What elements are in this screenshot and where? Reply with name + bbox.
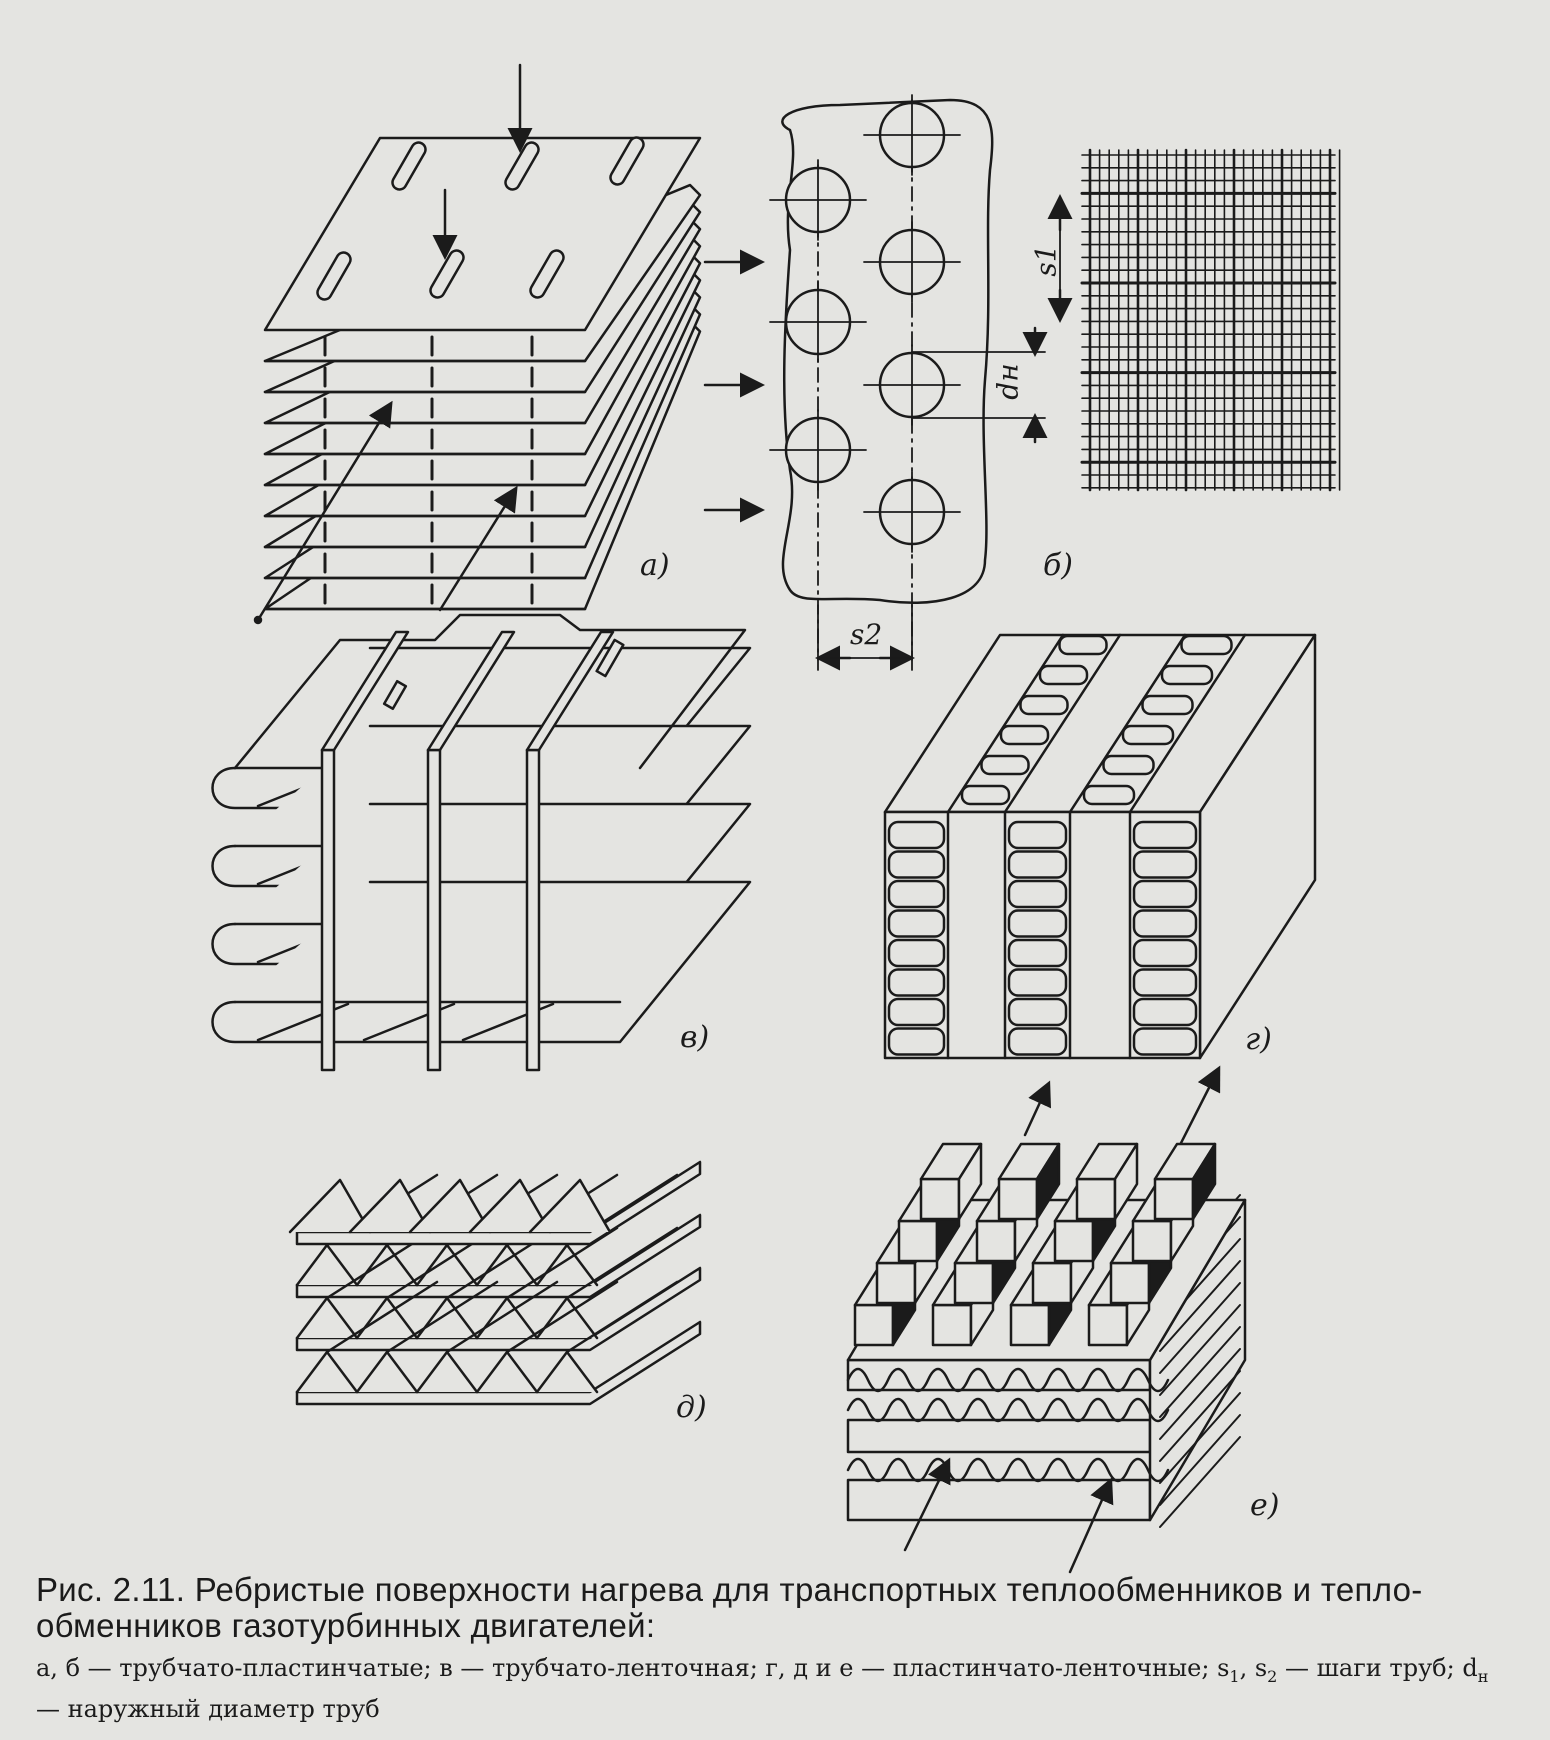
triangle-fin [357,1352,417,1392]
offset-strip [955,1263,993,1303]
ribbon-cell [1134,881,1196,907]
ribbon-cell [1134,822,1196,848]
triangle-fin [417,1352,477,1392]
top-cell [1040,666,1087,684]
offset-strip [1155,1179,1193,1219]
triangle-fin [417,1298,477,1338]
ribbon-cell [1009,1029,1066,1055]
panel-label-a: а) [640,548,670,583]
ribbon-cell [1134,940,1196,966]
triangle-fin [477,1245,537,1285]
triangle-fin [297,1298,357,1338]
ribbon-cell [889,1029,944,1055]
offset-strip [1011,1305,1049,1345]
offset-strip [1089,1305,1127,1345]
panel-label-v: в) [680,1020,710,1055]
ribbon-cell [889,881,944,907]
triangle-fin [357,1245,417,1285]
offset-strip [855,1305,893,1345]
panel-label-g: г) [1245,1022,1272,1057]
offset-strip [1111,1263,1149,1303]
top-cell [1084,786,1134,804]
triangle-fin [477,1298,537,1338]
ribbon-cell [1134,911,1196,937]
triangle-fin [537,1352,597,1392]
panel-g-plate-block [885,635,1315,1145]
panel-label-e: е) [1250,1488,1280,1523]
ribbon-cell [889,911,944,937]
ribbon-cell [1009,822,1066,848]
ribbon-cell [1134,852,1196,878]
ribbon-cell [1009,881,1066,907]
offset-strip [1055,1221,1093,1261]
top-cell [1021,696,1068,714]
top-cell [1060,636,1107,654]
panel-d-triangular-fins [290,1162,700,1404]
figure-caption-title: Рис. 2.11. Ребристые поверхности нагрева для транспортных теплообменников и тепло-обменников газотурбинных двигателей: [36,1571,1423,1644]
ribbon-cell [889,999,944,1025]
ribbon-cell [889,822,944,848]
top-cell [1123,726,1173,744]
top-cell [1162,666,1212,684]
ribbon-cell [889,852,944,878]
triangle-fin [537,1245,597,1285]
ribbon-cell [1009,940,1066,966]
triangle-fin [477,1352,537,1392]
panel-label-d: д) [676,1390,707,1425]
panel-e-offset-strip-fins [848,1144,1245,1572]
offset-strip [899,1221,937,1261]
triangle-fin [537,1298,597,1338]
ribbon-cell [889,970,944,996]
triangle-fin [297,1352,357,1392]
top-cell [982,756,1029,774]
offset-strip [999,1179,1037,1219]
ribbon-cell [1134,999,1196,1025]
offset-strip [977,1221,1015,1261]
ribbon-cell [1009,970,1066,996]
fin-grid-pattern [1060,150,1340,490]
triangle-fin [297,1245,357,1285]
top-cell [962,786,1009,804]
ribbon-cell [1134,970,1196,996]
figure-caption-legend: а, б — трубчато-пластинчатые; в — трубчато-ленточная; г, д и е — пластинчато-ленточные; $s_1$, $s_2$ — шаги труб; $d_н$ — наружный диаметр труб [36,1654,1489,1723]
ribbon-cell [1009,852,1066,878]
top-cell [1182,636,1232,654]
dimension-label-s2: s2 [850,618,883,651]
offset-strip [1033,1263,1071,1303]
panel-label-b: б) [1043,548,1074,583]
offset-strip [933,1305,971,1345]
top-cell [1143,696,1193,714]
panel-v-tube-ribbon [213,615,751,1070]
dimension-label-s1: s1 [1029,244,1063,277]
ribbon-cell [889,940,944,966]
triangle-fin [357,1298,417,1338]
offset-strip [1133,1221,1171,1261]
panel-a-plate-stack [255,65,700,623]
offset-strip [877,1263,915,1303]
top-cell [1001,726,1048,744]
ribbon-cell [1009,999,1066,1025]
triangle-fin [417,1245,477,1285]
ribbon-cell [1009,911,1066,937]
offset-strip [921,1179,959,1219]
offset-strip [1077,1179,1115,1219]
dimension-label-dn: dн [991,363,1025,400]
top-cell [1104,756,1154,774]
ribbon-cell [1134,1029,1196,1055]
